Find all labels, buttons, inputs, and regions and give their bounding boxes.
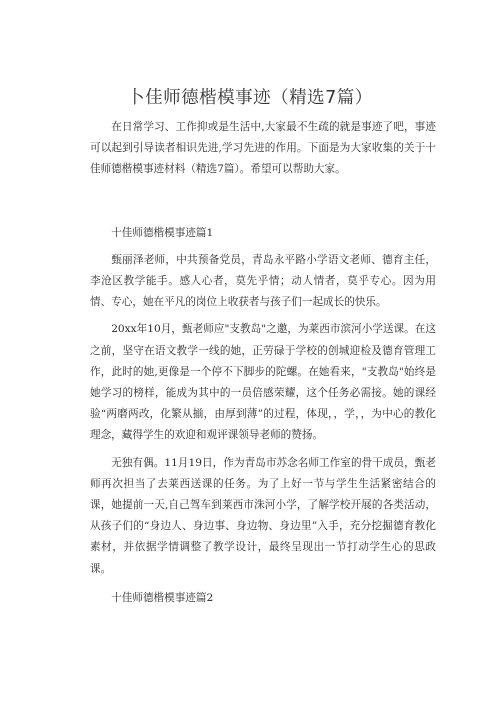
body-paragraph: 甄丽泽老师，中共预备党员，青岛永平路小学语文老师、德育主任，李沧区教学能手。感人心者，莫先乎情；动人情者，莫乎专心。因为用情、专心，她在平凡的岗位上收获者与孩子们一起成长的快乐。: [90, 253, 436, 309]
body-paragraph: 无独有偶。11月19日，作为青岛市苏念名师工作室的骨干成员，甄老师再次担当了去莱西送课的任务。为了上好一节与学生生活紧密结合的课，她提前一天,自己驾车到莱西市洙河小学，了解学校开展的各类活动，从孩子们的“身边人、身边事、身边物、身边里”入手，充分挖掘德育教化素材，并依据学情调整了教学设计，最终呈现出一节打动学生心的思政课。: [90, 456, 436, 575]
intro-paragraph: 在日常学习、工作抑或是生活中,大家最不生疏的就是事迹了吧，事迹可以起到引导读者相识先进,学习先进的作用。下面是为大家收集的关于十佳师德楷模事迹材料（精选7篇）。希望可以帮助大家。: [90, 121, 436, 176]
section-heading-1: 十佳师德楷模事迹篇1: [111, 226, 214, 239]
body-paragraph: 20xx年10月，甄老师应"支教岛"之邀，为莱西市滨河小学送课。在这之前，坚守在语文教学一线的她，正劳碌于学校的创城迎检及德育管理工作，此时的她,更像是一个停不下脚步的陀螺。在她看来，"支教岛"始终是她学习的榜样，能成为其中的一员倍感荣耀，这个任务必需接。她的课经验“两磨两改，化繁从揃，由厚到薄”的过程，体现，，学，，为中心的教化理念，藏得学生的欢迎和观评课领导老师的赞扬。: [90, 323, 436, 442]
document-title: 卜佳师德楷模事迹（精选7篇）: [127, 87, 373, 108]
section-heading-2: 十佳师德楷模事迹篇2: [111, 591, 214, 604]
document-body: [90, 117, 436, 609]
